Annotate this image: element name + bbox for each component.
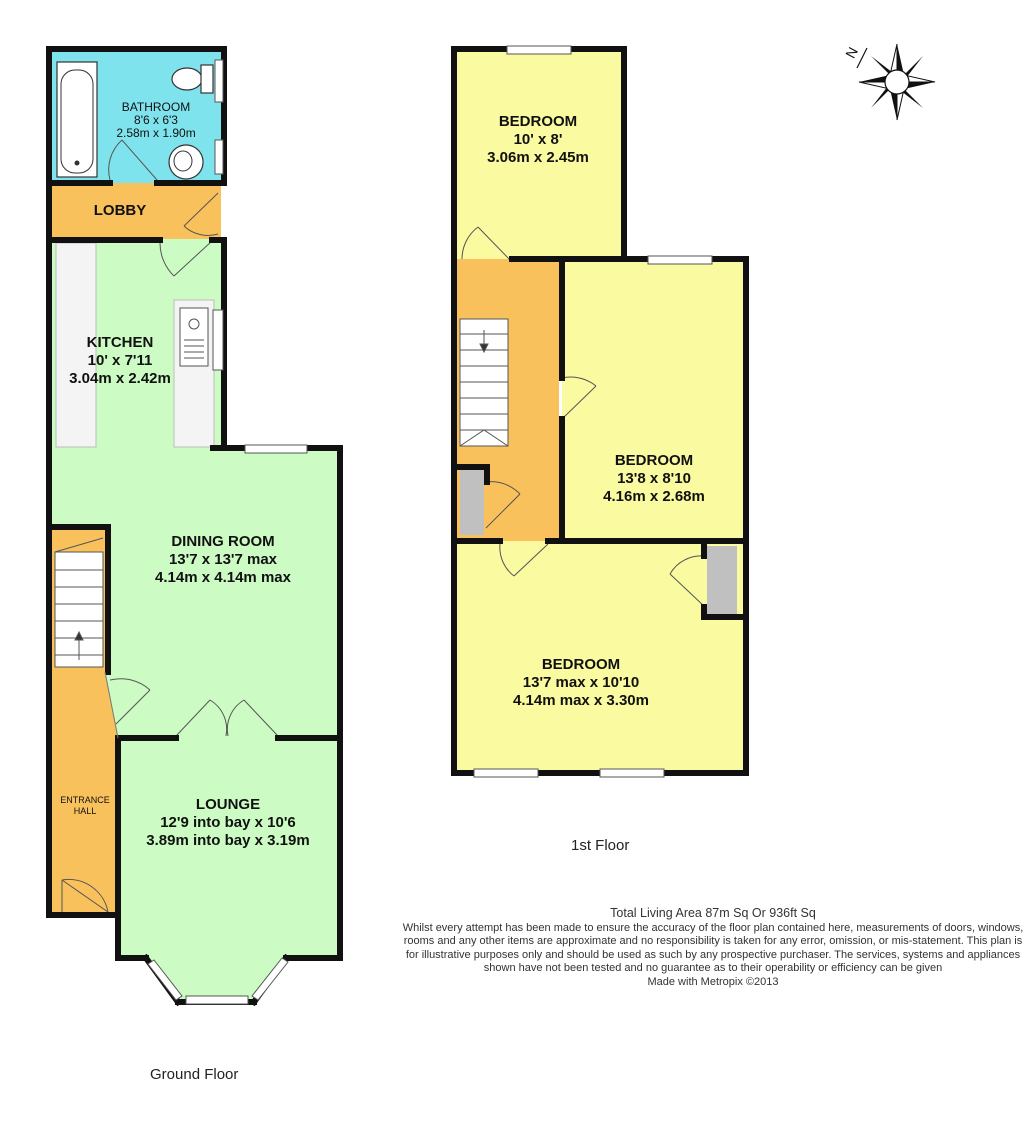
toilet	[172, 68, 202, 90]
ground-floor-plan	[49, 49, 340, 1004]
bedroom-middle-label	[574, 452, 734, 506]
dining-room-dim-imperial: 13'7 x 13'7 max	[168, 551, 278, 568]
ground-floor-label: Ground Floor	[150, 1066, 239, 1083]
entrance-hall-label	[52, 795, 118, 817]
first-floor-label: 1st Floor	[571, 837, 630, 854]
lounge-dim-imperial: 12'9 into bay x 10'6	[160, 814, 296, 831]
kitchen-name: KITCHEN	[86, 334, 154, 351]
dining-room-dim-metric: 4.14m x 4.14m max	[155, 569, 291, 586]
bedroom-middle-name: BEDROOM	[614, 452, 694, 469]
bedroom-large-dim-imperial: 13'7 max x 10'10	[522, 674, 640, 691]
first-stairs	[460, 319, 508, 446]
bedroom-small-label	[468, 113, 608, 167]
dining-room-name: DINING ROOM	[171, 533, 275, 550]
bathroom-dim-imperial: 8'6 x 6'3	[134, 113, 178, 127]
lounge-label	[118, 796, 338, 850]
cupboard-bedroom	[707, 546, 737, 614]
bedroom-large-dim-metric: 4.14m max x 3.30m	[513, 692, 649, 709]
compass-north-label: N	[842, 44, 862, 61]
bedroom-small-dim-imperial: 10' x 8'	[513, 131, 563, 148]
bathroom-dim-metric: 2.58m x 1.90m	[116, 126, 196, 140]
bedroom-large-label	[486, 656, 676, 710]
entrance-hall-name-line2: HALL	[73, 806, 97, 816]
metropix-credit: Made with Metropix ©2013	[647, 975, 779, 988]
bedroom-large-name: BEDROOM	[541, 656, 621, 673]
kitchen-dim-imperial: 10' x 7'11	[87, 352, 153, 369]
cupboard-landing	[460, 470, 484, 535]
lounge-dim-metric: 3.89m into bay x 3.19m	[146, 832, 310, 849]
bathroom-label	[98, 101, 214, 140]
bedroom-small-dim-metric: 3.06m x 2.45m	[487, 149, 589, 166]
bedroom-small-name: BEDROOM	[498, 113, 578, 130]
bathtub	[57, 62, 97, 177]
compass-rose-icon	[857, 44, 935, 120]
dining-room-label	[128, 533, 318, 587]
lobby-name: LOBBY	[93, 202, 147, 219]
ground-stairs	[55, 538, 103, 667]
bedroom-middle-dim-metric: 4.16m x 2.68m	[603, 488, 705, 505]
lobby-label	[78, 202, 162, 220]
kitchen-label	[50, 334, 190, 388]
bedroom-middle-dim-imperial: 13'8 x 8'10	[617, 470, 691, 487]
entrance-hall-name-line1: ENTRANCE	[60, 795, 110, 805]
entrance-hall-floor	[52, 672, 118, 912]
lounge-name: LOUNGE	[195, 796, 261, 813]
total-living-area: Total Living Area 87m Sq Or 936ft Sq	[610, 906, 816, 920]
footer-disclaimer	[398, 907, 1024, 989]
bathroom-name: BATHROOM	[121, 100, 191, 114]
disclaimer-text: Whilst every attempt has been made to ensure the accuracy of the floor plan contained here, measurements of doors, windows, rooms and any other items are approximate and no responsibility is taken for any error, omission, or mis-statement. This plan is for illustrative purposes only and should be used as such by any prospective purchaser. The services, systems and appliances shown have not been tested and no guarantee as to their operability or efficiency can be given	[402, 921, 1024, 974]
kitchen-dim-metric: 3.04m x 2.42m	[69, 370, 171, 387]
